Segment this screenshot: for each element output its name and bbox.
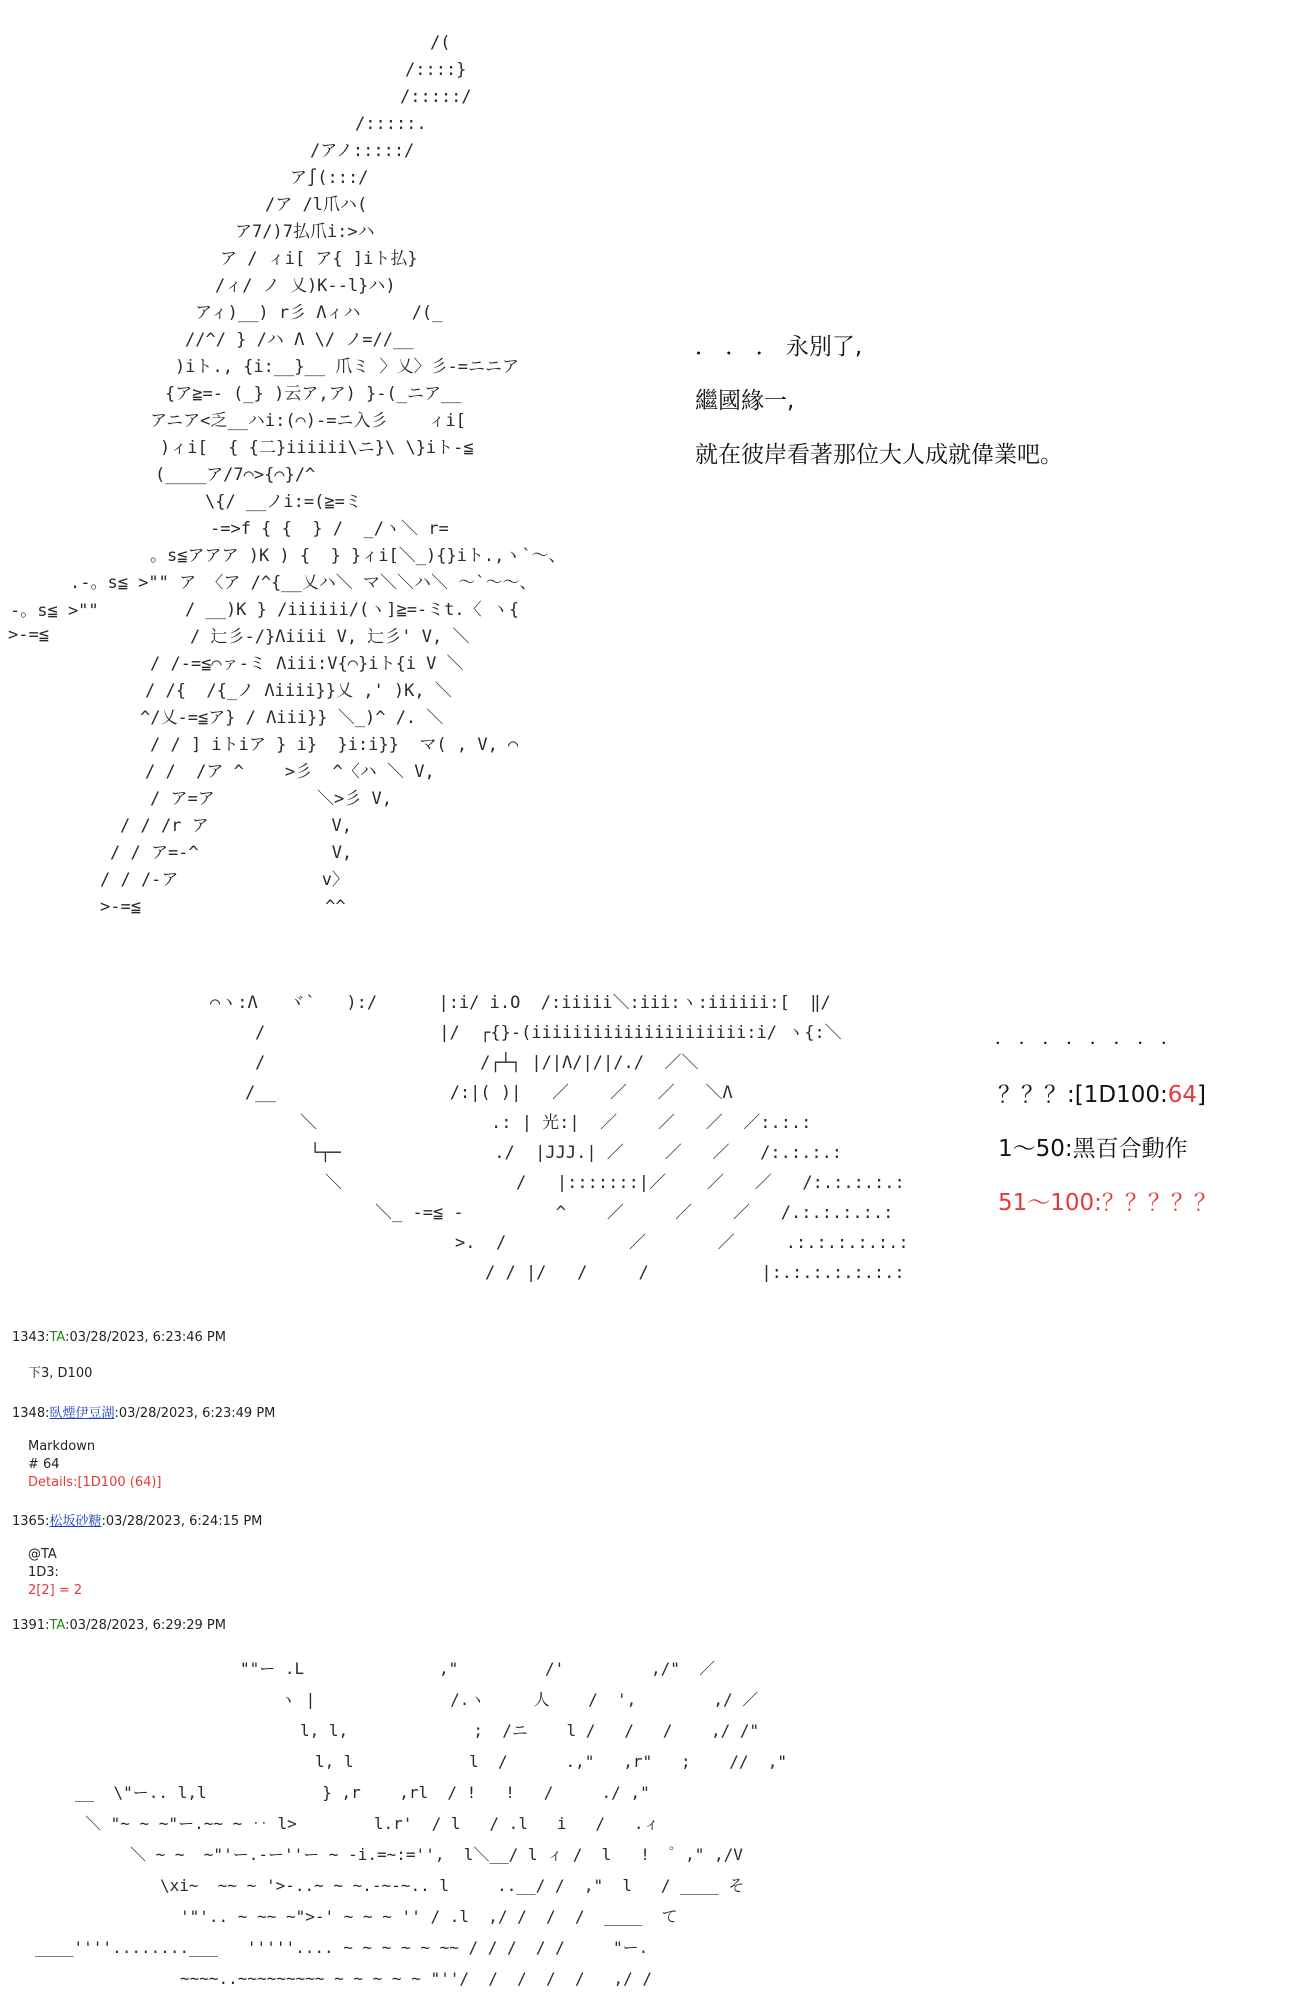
dice-roll-value: 64 [1167, 1082, 1197, 1108]
option-1-text: 1～50:黑百合動作 [998, 1136, 1188, 1162]
ascii-art-line: /ィ/ ノ 乂)K--l}ハ) [215, 276, 396, 296]
ascii-art-line: \{/ __ノi:=(≧=ミ [205, 492, 362, 512]
ascii-art-line: -=>f { { } / _/ヽ＼ r= [210, 519, 449, 539]
dice-roll-suffix: ] [1197, 1082, 1206, 1108]
post-body-1348 [28, 1438, 162, 1492]
post-date: 03/28/2023, 6:23:49 PM [118, 1406, 276, 1421]
ascii-art-line: {ア≧=- (_} )云ア,ア) }-(_ニア__ [165, 384, 462, 404]
post-header-1343: 1343:TA:03/28/2023, 6:23:46 PM [12, 1330, 226, 1345]
ascii-art-line: / 辷彡-/}Λiiii V, 辷彡' V, ＼ [190, 627, 470, 647]
ascii-art-line: / /{ /{_ノ Λiiii}}乂 ,' )K, ＼ [145, 681, 452, 701]
ascii-art-line: 。s≦アアア )K ) { } }ィi[＼_){}iト.,ヽ`～、 [150, 546, 566, 566]
ascii-art-line: └┬─ ./ |JJJ.| ／ ／ ／ /:.:.:.: [310, 1143, 843, 1163]
ascii-art-line: ア / ィi[ ア{ ]iト払} [220, 249, 418, 269]
post-body-1343 [28, 1365, 92, 1383]
post-author-link[interactable]: 臥煙伊豆湖 [49, 1406, 115, 1421]
ascii-art-line: ＼ / |:::::::|／ ／ ／ /:.:.:.:.: [325, 1173, 905, 1193]
post-text: @TA [28, 1547, 57, 1562]
ascii-art-line: ア7/)7払爪i:>ハ [235, 222, 375, 242]
dots-text: ． ． ． ． ． ． ． ． [995, 1028, 1180, 1049]
ascii-art-line: アィ)__) r彡 Λィハ /(_ [195, 303, 443, 323]
ascii-art-fragment: >-=≦ [8, 625, 49, 645]
dice-detail: 2[2] = 2 [28, 1583, 83, 1598]
ascii-art-line: ヽ | /.ヽ 人 / ', ,/ ／ [280, 1690, 759, 1709]
ascii-art-line: ""ー .L ," /' ,/" ／ [240, 1659, 716, 1678]
post-text: 1D3: [28, 1565, 59, 1580]
ascii-art-line: / / /-ア v〉 [100, 870, 349, 890]
ascii-art-line: / /┌┴┐ |/|Λ/|/|/./ ／＼ [255, 1053, 699, 1073]
post-number: 1343 [12, 1330, 46, 1345]
post-author: TA [49, 1618, 66, 1633]
ascii-art-line: / |/ ┌{}-(iiiiiiiiiiiiiiiiiiiii:i/ ヽ{:＼ [255, 1023, 842, 1043]
ascii-art-line: /::::} [405, 60, 467, 80]
dice-detail: Details:[1D100 (64)] [28, 1475, 162, 1490]
ascii-art-line: / / |/ / / |:.:.:.:.:.:.: [485, 1263, 905, 1283]
post-date: 03/28/2023, 6:24:15 PM [105, 1514, 263, 1529]
ascii-art-line: /( [430, 33, 451, 53]
ascii-art-line: '"'.. ~ ~~ ~">-' ~ ~ ~ '' / .l ,/ / / / ____ て [180, 1907, 678, 1926]
dice-roll-text [998, 1076, 1206, 1109]
ascii-art-line: / __)K } /iiiiii/(ヽ]≧=-ミt.〈 ヽ{ [185, 600, 520, 620]
ascii-art-line: (____ア/7⌒>{⌒}/^ [155, 465, 316, 485]
ascii-art-line: / / /ア ^ >彡 ^〈ハ ＼ V, [145, 762, 435, 782]
post-header-1348: 1348:臥煙伊豆湖:03/28/2023, 6:23:49 PM [12, 1406, 276, 1421]
dialogue-line-2: 繼國緣一, [695, 388, 795, 414]
ascii-art-line: //^/ } /ハ Λ \/ ノ=//__ [185, 330, 414, 350]
ascii-art-line: .-。s≦ >"" ア 〈ア /^{__乂ハ＼ マ＼＼ハ＼ ～`～～、 [70, 573, 537, 593]
ascii-art-line: ⌒ヽ:Λ ヾ` ):/ |:i/ i.O /:iiiii＼:iii:ヽ:iiiiii:[ ‖/ [210, 993, 831, 1013]
ascii-art-line: \xi~ ~~ ~ '>-..~ ~ ~.-~-~.. l ..__/ / ," l / ____ そ [160, 1876, 745, 1895]
post-number: 1391 [12, 1618, 46, 1633]
post-date: 03/28/2023, 6:23:46 PM [69, 1330, 226, 1345]
ascii-art-line: ^/乂-=≦ア} / Λiii}} ＼_)^ /. ＼ [140, 708, 444, 728]
ascii-art-line: )ィi[ { {二}iiiiii\ニ}\ \}iト-≦ [160, 438, 474, 458]
ascii-art-line: /ア /l爪ハ( [265, 195, 368, 215]
ascii-art-line: ＼ ~ ~ ~"'ー.-ー''ー ~ -i.=~:='', l＼__/ l ィ / l ! ゜," ,/V [130, 1845, 743, 1864]
post-text: Markdown [28, 1439, 96, 1454]
ascii-art-line: /:::::/ [400, 87, 472, 107]
dialogue-line-1: ． ． ． 永別了, [695, 334, 863, 360]
post-number: 1348 [12, 1406, 46, 1421]
dice-roll-prefix: ？？？:[1D100: [998, 1082, 1168, 1108]
ascii-art-line: )iト., {i:__}__ 爪ミ 〉乂〉彡-=ニニア [175, 357, 519, 377]
ascii-art-line: / / ア=-^ V, [110, 843, 353, 863]
ascii-art-line: /アノ:::::/ [310, 141, 415, 161]
ascii-art-line: /__ /:|( )| ／ ／ ／ ＼Λ [245, 1083, 733, 1103]
post-text: # 64 [28, 1457, 60, 1472]
ascii-art-line: ~~~~..~~~~~~~~~ ~ ~ ~ ~ ~ "''/ / / / / ,/ / [180, 1969, 653, 1988]
ascii-art-line: ア∫(:::/ [290, 168, 369, 188]
ascii-art-line: ＼ "~ ~ ~"ー.~~ ~ ‥ l> l.r' / l / .l i / .ィ [85, 1814, 660, 1833]
post-text: 下3, D100 [28, 1366, 93, 1381]
ascii-art-line: ____''''........___ '''''.... ~ ~ ~ ~ ~ ~~ / / / / / "ー. [35, 1938, 649, 1957]
ascii-art-action-bottom [30, 1655, 990, 1995]
ascii-art-line: / / /r ア V, [120, 816, 352, 836]
ascii-art-line: >. / ／ ／ .:.:.:.:.:.: [455, 1233, 909, 1253]
ascii-art-line: ＼ .: | 光:| ／ ／ ／ ／:.:.: [300, 1113, 812, 1133]
ascii-art-line: l, l l / .," ,r" ; // ," [315, 1752, 788, 1771]
ascii-art-line: アニア<乏__ハi:(⌒)-=ニ入彡 ィi[ [150, 411, 466, 431]
ascii-art-line: ＼_ -=≦ - ^ ／ ／ ／ /.:.:.:.:.: [375, 1203, 894, 1223]
post-body-1365 [28, 1546, 82, 1600]
ascii-art-scene-middle [200, 985, 909, 1295]
post-date: 03/28/2023, 6:29:29 PM [69, 1618, 226, 1633]
post-author: TA [49, 1330, 66, 1345]
post-number: 1365 [12, 1514, 46, 1529]
ascii-art-line: /:::::. [355, 114, 427, 134]
ascii-art-fragment: -。s≦ >"" [10, 601, 99, 621]
post-header-1391: 1391:TA:03/28/2023, 6:29:29 PM [12, 1618, 226, 1633]
ascii-art-line: / /-=≦⌒ァ-ミ Λiii:V{⌒}iト{i V ＼ [150, 654, 464, 674]
post-header-1365: 1365:松坂砂糖:03/28/2023, 6:24:15 PM [12, 1514, 263, 1529]
dialogue-line-3: 就在彼岸看著那位大人成就偉業吧。 [695, 442, 1063, 468]
ascii-art-line: / / ] iトiア } i} }i:i}} マ( , V, ⌒ [150, 735, 519, 755]
ascii-art-line: >-=≦ ^^ [100, 897, 346, 917]
ascii-art-line: l, l, ; /ニ l / / / ,/ /" [300, 1721, 760, 1740]
ascii-art-figure-top [0, 0, 720, 940]
ascii-art-line: / ア=ア ＼>彡 V, [150, 789, 392, 809]
ascii-art-line: __ \"ー.. l,l } ,r ,rl / ! ! / ./ ," [75, 1783, 650, 1802]
post-author-link[interactable]: 松坂砂糖 [49, 1514, 102, 1529]
option-2-text: 51～100:？？？？？ [998, 1190, 1217, 1216]
